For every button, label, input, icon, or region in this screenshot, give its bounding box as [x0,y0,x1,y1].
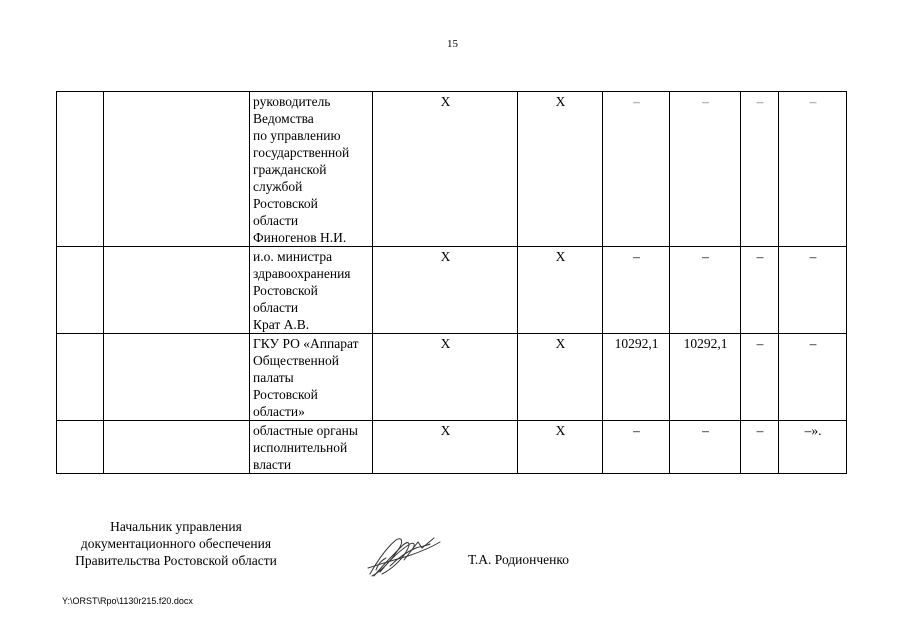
table-cell: – [741,92,779,247]
table-cell: – [603,421,670,474]
table-cell: – [741,247,779,334]
table-cell-empty [104,92,250,247]
table-cell: – [670,247,741,334]
handwritten-signature-icon [360,530,450,582]
table-cell-empty [104,247,250,334]
table-cell: Х [518,92,603,247]
table-cell: – [741,334,779,421]
table-cell: – [670,421,741,474]
table-cell: – [779,334,847,421]
table-cell: Х [373,421,518,474]
table-cell: Х [518,334,603,421]
table-cell: – [670,92,741,247]
table-cell-empty [57,92,104,247]
signer-name: Т.А. Родионченко [468,552,569,567]
table-row [57,334,847,421]
table-cell-empty [104,421,250,474]
table-cell: – [741,421,779,474]
table-row [57,421,847,474]
table-cell: Х [373,334,518,421]
table-cell-name: ГКУ РО «Аппарат Общественной палаты Ростовской области» [250,334,373,421]
page-number: 15 [447,38,458,50]
table-cell-name: областные органы исполнительной власти [250,421,373,474]
table-row [57,247,847,334]
table-cell-empty [57,421,104,474]
table-cell: Х [373,92,518,247]
table-cell: – [603,92,670,247]
table-cell: – [779,247,847,334]
budget-table [56,91,847,474]
table-cell-empty [57,247,104,334]
table-cell: Х [518,421,603,474]
table-cell: 10292,1 [603,334,670,421]
table-cell: Х [518,247,603,334]
table-cell: Х [373,247,518,334]
table-row [57,92,847,247]
table-cell: 10292,1 [670,334,741,421]
table-cell-name: руководитель Ведомства по управлению государственной гражданской службой Ростовской области Финогенов Н.И. [250,92,373,247]
file-path: Y:\ORST\Rpo\1130r215.f20.docx [62,596,193,606]
table-cell: – [603,247,670,334]
signature-title: Начальник управления документационного обеспечения Правительства Ростовской области [75,519,277,568]
table-cell-empty [57,334,104,421]
table-cell-empty [104,334,250,421]
table-cell: –». [779,421,847,474]
table-cell-name: и.о. министра здравоохранения Ростовской области Крат А.В. [250,247,373,334]
table-cell: – [779,92,847,247]
